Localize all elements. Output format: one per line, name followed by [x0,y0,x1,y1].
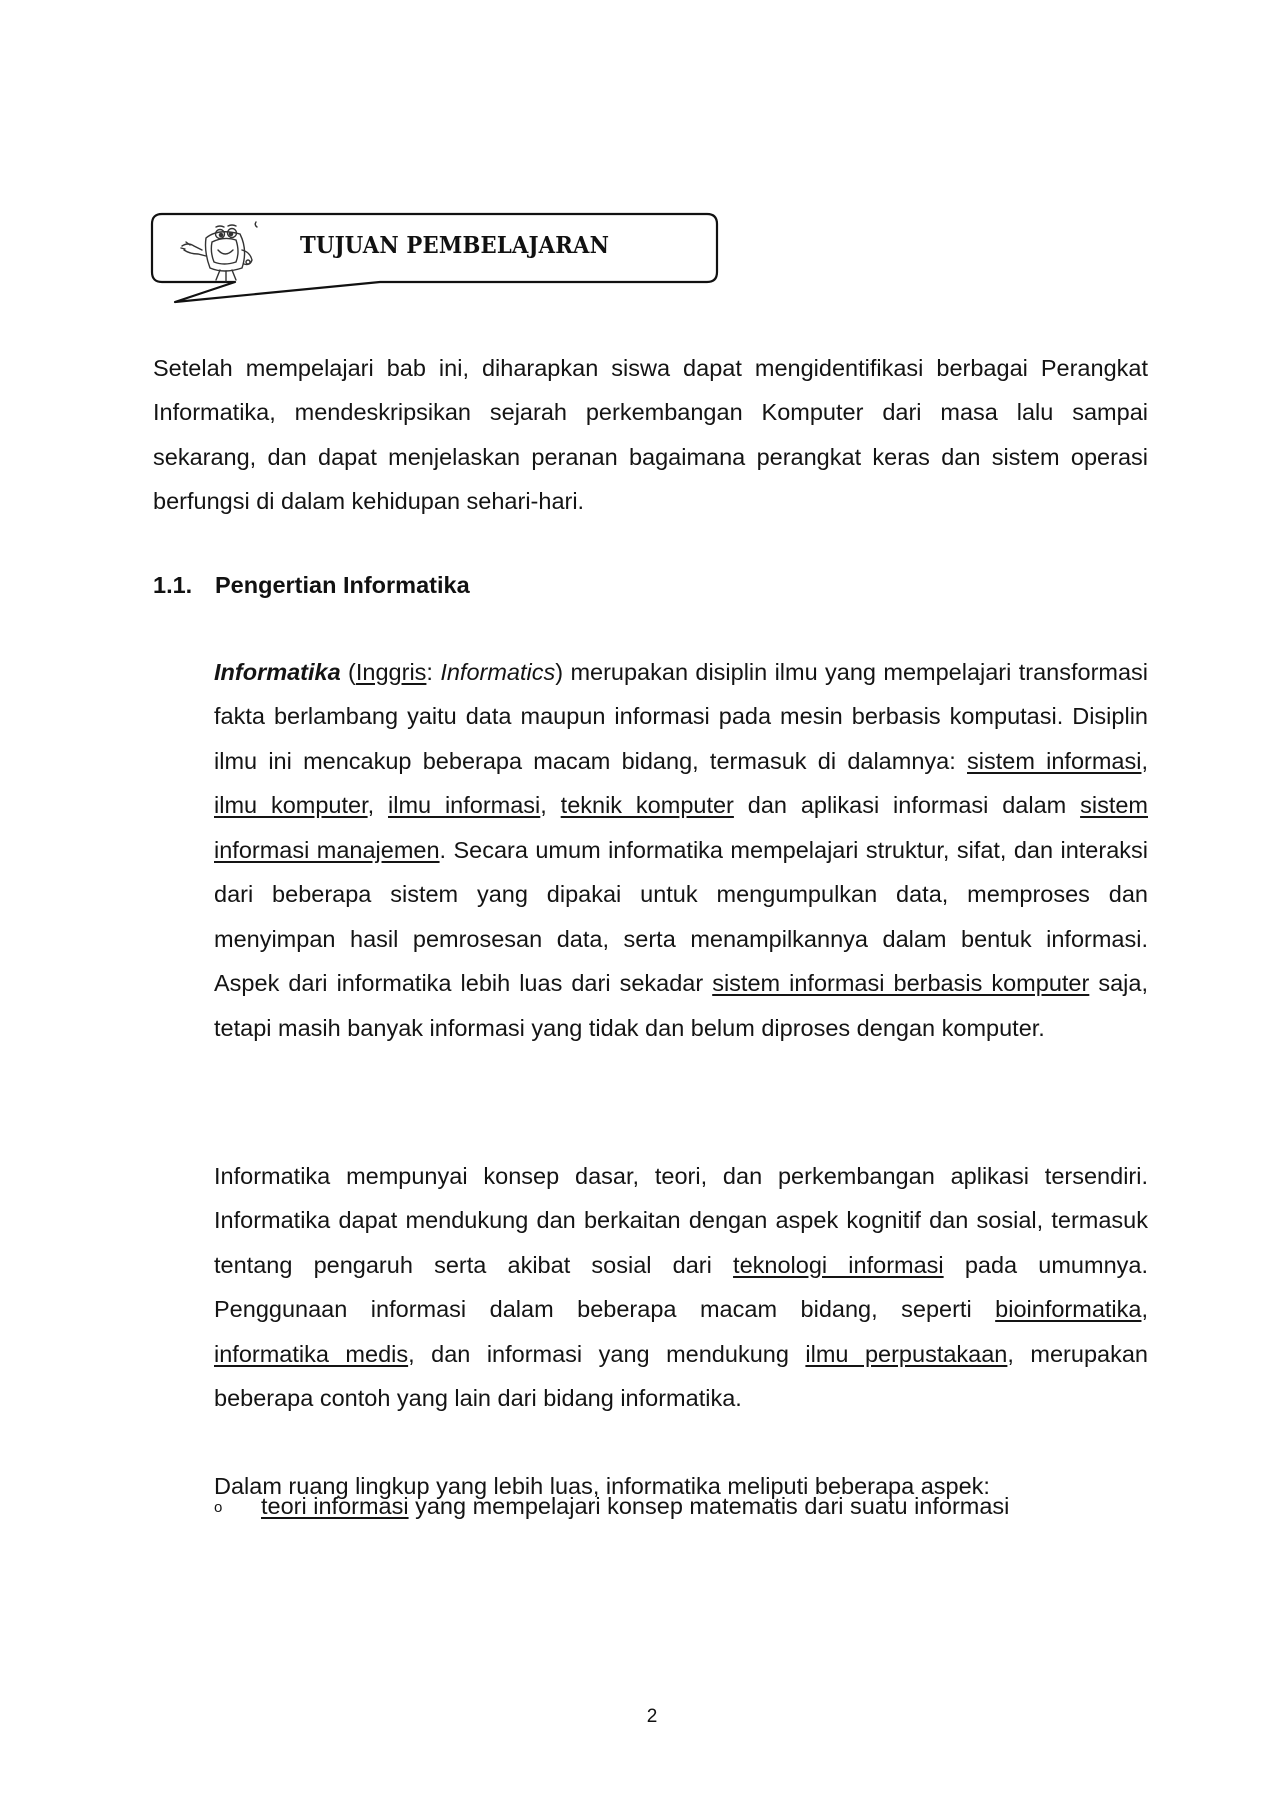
section-heading [153,572,470,599]
link-teknik-komputer[interactable]: teknik komputer [560,792,734,818]
text-fragment: , [1141,1296,1148,1322]
link-sistem-informasi-berbasis-komputer[interactable]: sistem informasi berbasis komputer [712,970,1090,996]
concept-paragraph [214,1154,1148,1421]
bullet-circle-icon: o [214,1498,223,1516]
text-fragment: , [540,792,561,818]
text-fragment: . Secara umum informatika mempelajari struktur, sifat, dan interaksi dari beberapa sistem yang dipakai untuk mengumpulkan data, memproses dan menyimpan hasil pemrosesan data, serta menampilkannya dalam bentuk informasi. Aspek dari informatika lebih luas dari sekadar [214,836,1148,996]
section-title: Pengertian Informatika [215,572,470,598]
scope-paragraph: Dalam ruang lingkup yang lebih luas, informatika meliputi beberapa aspek: [214,1472,990,1499]
text-fragment: Informatika mempunyai konsep dasar, teori, dan perkembangan aplikasi tersendiri. Informatika dapat mendukung dan berkaitan dengan aspek kognitif dan sosial, termasuk tentang pengaruh serta akibat sosial dari [214,1162,1148,1278]
text-fragment: ) merupakan disiplin ilmu yang mempelajari transformasi fakta berlambang yaitu data maupun informasi pada mesin berbasis komputasi. Disiplin ilmu ini mencakup beberapa macam bidang, termasuk di dalamnya: [214,658,1149,774]
intro-paragraph: Setelah mempelajari bab ini, diharapkan siswa dapat mengidentifikasi berbagai Perangkat Informatika, mendeskripsikan sejarah perkembangan Komputer dari masa lalu sampai sekarang, dan dapat menjelaskan peranan bagaimana perangkat keras dan sistem operasi berfungsi di dalam kehidupan sehari-hari. [153,354,1148,514]
text-fragment: saja, tetapi masih banyak informasi yang tidak dan belum diproses dengan komputer. [214,970,1148,1041]
text-fragment: ( [340,658,356,685]
callout-title: TUJUAN PEMBELAJARAN [300,232,610,259]
page-number: 2 [646,1706,658,1727]
text-fragment: dan aplikasi informasi dalam [733,792,1081,818]
text-fragment: , [1141,747,1148,774]
link-informatika-medis[interactable]: informatika medis [214,1340,409,1367]
section-number: 1.1. [153,572,193,598]
link-bioinformatika[interactable]: bioinformatika [995,1296,1142,1322]
link-sistem-informasi[interactable]: sistem informasi [967,747,1142,774]
link-ilmu-informasi[interactable]: ilmu informasi [388,792,541,818]
link-teknologi-informasi[interactable]: teknologi informasi [733,1251,944,1278]
link-ilmu-perpustakaan[interactable]: ilmu perpustakaan [805,1340,1008,1367]
link-sistem-informasi-manajemen[interactable]: sistem informasi manajemen [214,792,1148,863]
link-teori-informasi[interactable]: teori informasi [261,1493,409,1519]
text-fragment: , [367,792,388,818]
term-informatics: Informatics [440,658,556,685]
text-fragment: , merupakan beberapa contoh yang lain dari bidang informatika. [214,1340,1148,1411]
list-item [214,1484,1148,1530]
list-item-text: yang mempelajari konsep matematis dari suatu informasi [408,1493,1010,1519]
term-informatika: Informatika [214,658,341,685]
link-inggris[interactable]: Inggris [355,658,427,685]
definition-paragraph [214,650,1148,1051]
learning-objectives-callout [150,212,720,312]
text-fragment: pada umumnya. Penggunaan informasi dalam beberapa macam bidang, seperti [214,1251,1148,1322]
text-fragment: , dan informasi yang mendukung [408,1340,806,1367]
link-ilmu-komputer[interactable]: ilmu komputer [214,792,368,818]
text-fragment: : [426,658,441,685]
